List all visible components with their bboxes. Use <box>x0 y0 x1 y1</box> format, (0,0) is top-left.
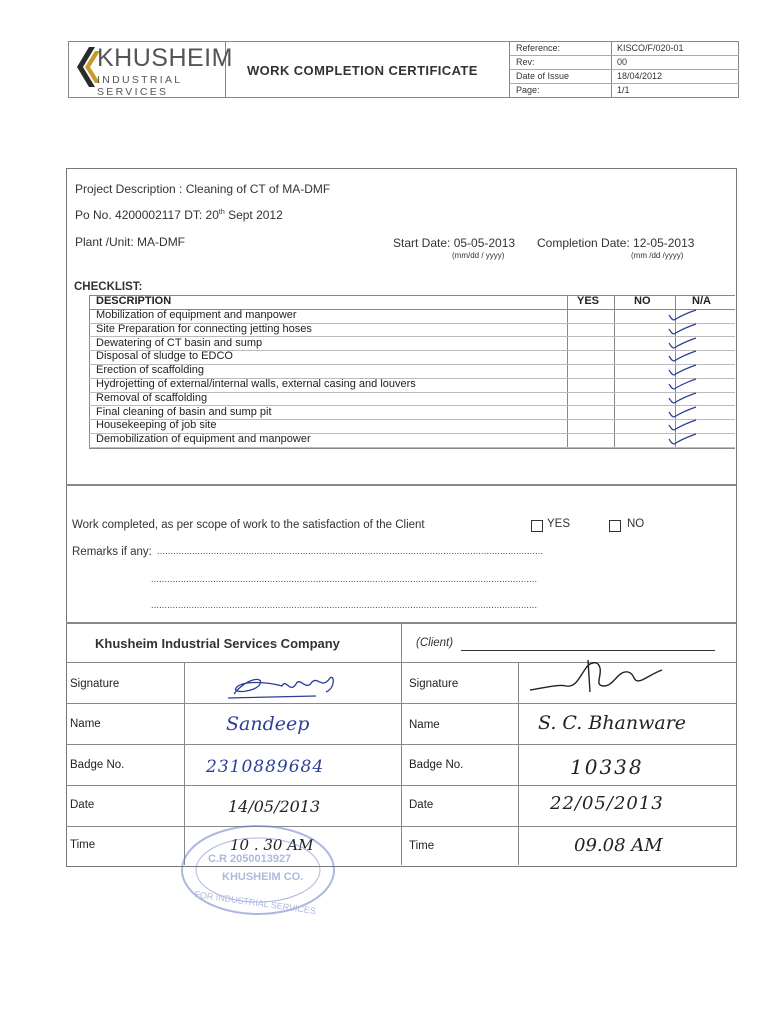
client-name-value: S. C. Bhanware <box>538 712 687 734</box>
checklist-item-description: Erection of scaffolding <box>96 364 205 377</box>
meta-row-page: Page: 1/1 <box>516 85 630 95</box>
col-description: DESCRIPTION <box>96 295 172 307</box>
client-time-value: 09.08 AM <box>574 835 663 856</box>
company-date-value: 14/05/2013 <box>228 797 321 816</box>
checklist-item-description: Final cleaning of basin and sump pit <box>96 405 272 418</box>
svg-text:FOR INDUSTRIAL SERVICES: FOR INDUSTRIAL SERVICES <box>193 889 317 917</box>
checklist-row <box>89 350 735 364</box>
checklist-row <box>89 406 735 420</box>
col-na: N/A <box>692 295 711 307</box>
document-header <box>68 41 739 98</box>
client-signature-label: Signature <box>409 678 459 690</box>
completion-yes-label: YES <box>547 518 571 530</box>
start-date-format: (mm/dd / yyyy) <box>452 251 505 260</box>
badge-label: Badge No. <box>70 759 125 771</box>
yes-checkmark-icon <box>663 308 697 322</box>
name-label: Name <box>70 718 101 730</box>
col-no: NO <box>634 295 651 307</box>
remarks-line-3: ............................................................................................................................................... <box>151 600 538 610</box>
checklist-item-description: Demobilization of equipment and manpower <box>96 433 311 446</box>
yes-checkmark-icon <box>663 349 697 363</box>
company-name-value: Sandeep <box>226 713 310 735</box>
checklist-row <box>89 364 735 378</box>
client-date-label: Date <box>409 799 434 811</box>
completion-statement: Work completed, as per scope of work to the satisfaction of the Client <box>72 519 425 531</box>
date-label: Date <box>70 799 95 811</box>
checklist-item-description: Hydrojetting of external/internal walls, external casing and louvers <box>96 378 416 390</box>
client-badge-label: Badge No. <box>409 759 464 771</box>
remarks-line-1: ............................................................................................................................................... <box>157 546 544 556</box>
yes-checkmark-icon <box>663 363 697 377</box>
checklist-item-description: Housekeeping of job site <box>96 419 217 432</box>
checklist-row <box>89 309 735 323</box>
client-signature <box>528 656 666 700</box>
checklist-row <box>89 433 735 447</box>
checklist-item-description: Dewatering of CT basin and sump <box>96 336 263 349</box>
remarks-line-2: ............................................................................................................................................... <box>151 574 538 584</box>
col-yes: YES <box>577 295 600 307</box>
company-stamp-seal <box>178 822 338 918</box>
client-underline <box>461 650 715 651</box>
company-logo <box>69 42 233 98</box>
checklist-row <box>89 378 735 392</box>
svg-text:M.Kaur: M.Kaur <box>528 656 532 657</box>
khusheim-signature <box>226 672 344 702</box>
checklist-header-row <box>89 295 735 309</box>
meta-row-reference: Reference: KISCO/F/020-01 <box>510 42 739 56</box>
yes-checkmark-icon <box>663 418 697 432</box>
document-meta-table <box>509 42 739 97</box>
document-title: WORK COMPLETION CERTIFICATE <box>247 63 478 78</box>
meta-row-date-of-issue: Date of Issue 18/04/2012 <box>510 70 739 84</box>
checklist-item-description: Mobilization of equipment and manpower <box>96 309 297 321</box>
yes-checkmark-icon <box>663 336 697 350</box>
po-number: Po No. 4200002117 DT: 20th Sept 2012 <box>75 208 283 222</box>
company-badge-value: 2310889684 <box>206 757 325 777</box>
client-badge-value: 10338 <box>570 755 644 779</box>
meta-row-rev: Rev: 00 <box>510 56 739 70</box>
client-label: (Client) <box>416 637 454 649</box>
checklist-heading: CHECKLIST: <box>74 281 143 293</box>
client-date-value: 22/05/2013 <box>550 793 664 814</box>
completion-date: Completion Date: 12-05-2013 <box>537 236 695 250</box>
project-description: Project Description : Cleaning of CT of MA-DMF <box>75 182 331 196</box>
company-time-value: 10 . 30 AM <box>230 836 314 854</box>
start-date: Start Date: 05-05-2013 <box>393 236 516 250</box>
svg-text:Sandip: Sandip <box>226 672 230 673</box>
checklist-item-description: Disposal of sludge to EDCO <box>96 350 233 363</box>
yes-checkmark-icon <box>663 377 697 391</box>
yes-checkmark-icon <box>663 405 697 419</box>
checklist-row <box>89 337 735 351</box>
svg-text:KHUSHEIM CO.: KHUSHEIM CO. <box>222 871 304 883</box>
completion-date-format: (mm /dd /yyyy) <box>631 251 684 260</box>
logo-sub-text: INDUSTRIAL SERVICES <box>97 74 183 98</box>
yes-checkmark-icon <box>663 432 697 446</box>
signature-label: Signature <box>70 678 120 690</box>
client-name-label: Name <box>409 719 440 731</box>
checklist-row <box>89 419 735 433</box>
company-name-heading: Khusheim Industrial Services Company <box>95 636 340 651</box>
checklist-row <box>89 323 735 337</box>
remarks-label: Remarks if any: <box>72 546 152 558</box>
time-label: Time <box>70 839 96 851</box>
completion-no-checkbox[interactable] <box>609 520 621 532</box>
yes-checkmark-icon <box>663 391 697 405</box>
checklist-row <box>89 392 735 406</box>
plant-unit: Plant /Unit: MA-DMF <box>75 235 186 249</box>
checklist-table <box>89 295 735 449</box>
completion-no-label: NO <box>627 518 645 530</box>
svg-text:C.R 2050013927: C.R 2050013927 <box>208 853 292 865</box>
checklist-item-description: Site Preparation for connecting jetting hoses <box>96 322 312 335</box>
checklist-item-description: Removal of scaffolding <box>96 391 208 404</box>
client-time-label: Time <box>409 840 435 852</box>
logo-main-text: KHUSHEIM <box>97 44 233 72</box>
yes-checkmark-icon <box>663 322 697 336</box>
completion-yes-checkbox[interactable] <box>531 520 543 532</box>
section-divider <box>66 484 736 486</box>
